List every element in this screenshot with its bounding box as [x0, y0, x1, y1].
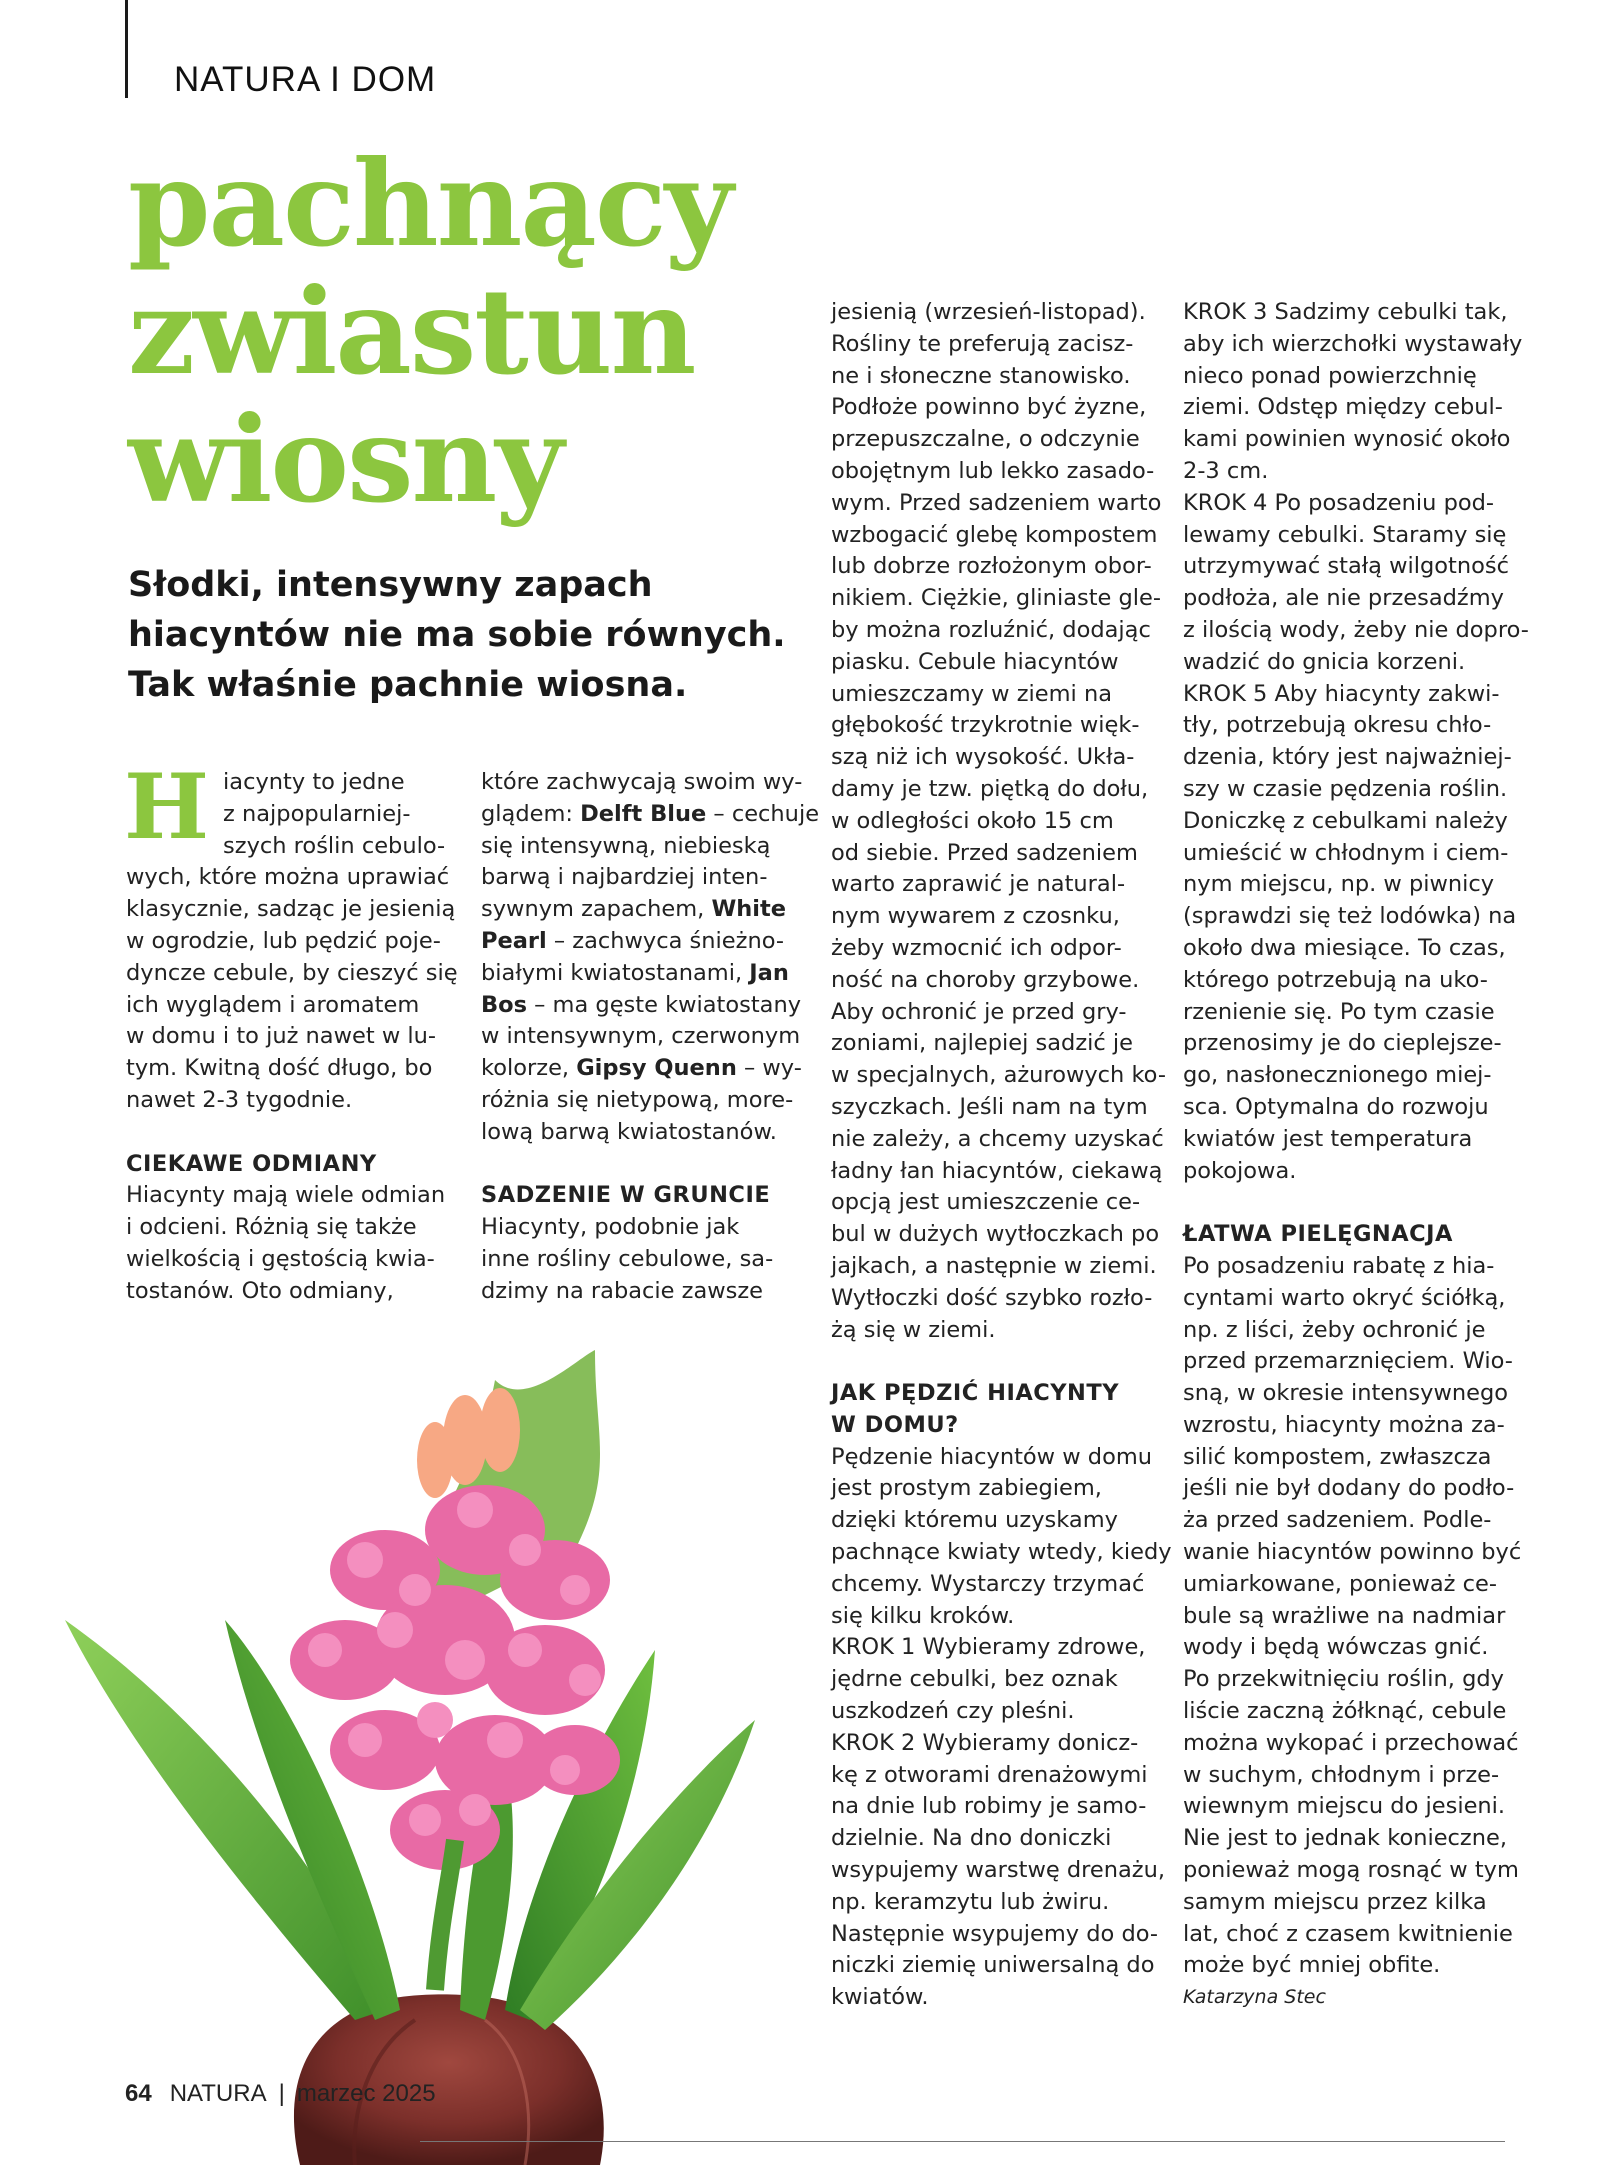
text-line: kę z otworami drenażowymi	[831, 1761, 1148, 1788]
variety-name: Delft Blue	[580, 800, 707, 827]
text-line: niczki ziemię uniwersalną do	[831, 1952, 1155, 1979]
text-line: sną, w okresie intensywnego	[1183, 1380, 1509, 1407]
text-span: sywnym zapachem,	[481, 896, 712, 923]
section-heading: ŁATWA PIELĘGNACJA	[1183, 1221, 1453, 1248]
lead-line: Tak właśnie pachnie wiosna.	[128, 665, 688, 705]
text-line: różnia się nietypową, more-	[481, 1086, 794, 1113]
variety-name: Bos	[481, 991, 527, 1018]
text-line: obojętnym lub lekko zasado-	[831, 457, 1155, 484]
text-line: od siebie. Przed sadzeniem	[831, 839, 1138, 866]
text-line: wanie hiacyntów powinno być	[1183, 1539, 1522, 1566]
text-line: umiarkowane, ponieważ ce-	[1183, 1570, 1497, 1597]
text-line: Podłoże powinno być żyzne,	[831, 394, 1147, 421]
text-line: KROK 1 Wybieramy zdrowe,	[831, 1634, 1146, 1661]
text-line: by można rozluźnić, dodając	[831, 616, 1151, 643]
section-rule	[125, 0, 128, 98]
text-line: KROK 5 Aby hiacynty zakwi-	[1183, 680, 1500, 707]
text-line: wsypujemy warstwę drenażu,	[831, 1857, 1165, 1884]
section-heading: CIEKAWE ODMIANY	[126, 1150, 377, 1177]
text-line: w domu i to już nawet w lu-	[126, 1023, 437, 1050]
text-line: żą się w ziemi.	[831, 1316, 996, 1343]
text-line: kwiatów.	[831, 1984, 929, 2011]
text-line: w ogrodzie, lub pędzić poje-	[126, 927, 441, 954]
text-span: – ma gęste kwiatostany	[527, 991, 802, 1018]
text-line: aby ich wierzchołki wystawały	[1183, 330, 1523, 357]
text-line	[481, 894, 801, 926]
lead-line: Słodki, intensywny zapach	[128, 565, 653, 605]
text-line: którego potrzebują na uko-	[1183, 966, 1488, 993]
text-line: które zachwycają swoim wy-	[481, 769, 803, 795]
text-line: bul w dużych wytłoczkach po	[831, 1221, 1160, 1248]
text-line: klasycznie, sadząc je jesienią	[126, 896, 456, 923]
issue-date: marzec 2025	[296, 2080, 436, 2107]
text-line: nym miejscu, np. w piwnicy	[1183, 871, 1495, 898]
text-line: kami powinien wynosić około	[1183, 426, 1511, 453]
text-line: w odległości około 15 cm	[831, 807, 1114, 834]
text-line: damy je tzw. piętką do dołu,	[831, 775, 1149, 802]
text-line: wych, które można uprawiać	[126, 864, 450, 891]
text-line: uszkodzeń czy pleśni.	[831, 1698, 1075, 1725]
text-line: tły, potrzebują okresu chło-	[1183, 712, 1492, 739]
text-line: się intensywną, niebieską	[481, 832, 771, 859]
title-line: zwiastun	[128, 262, 695, 401]
page-number: 64	[125, 2080, 152, 2107]
text-line: np. keramzytu lub żwiru.	[831, 1888, 1110, 1915]
text-line: Nie jest to jednak konieczne,	[1183, 1825, 1507, 1852]
text-line: ich wyglądem i aromatem	[126, 991, 420, 1018]
text-line: lub dobrze rozłożonym obor-	[831, 553, 1152, 580]
magazine-name: NATURA	[169, 2080, 267, 2107]
text-line: lat, choć z czasem kwitnienie	[1183, 1920, 1513, 1947]
text-line: lową barwą kwiatostanów.	[481, 1118, 777, 1145]
text-line: w intensywnym, czerwonym	[481, 1023, 801, 1050]
text-line: tostanów. Oto odmiany,	[126, 1277, 394, 1304]
text-line: Następnie wsypujemy do do-	[831, 1920, 1159, 1947]
text-line: podłoża, ale nie przesadźmy	[1183, 585, 1504, 612]
text-line	[481, 799, 820, 831]
text-line: samym miejscu przez kilka	[1183, 1888, 1487, 1915]
text-line: szą niż ich wysokość. Ukła-	[831, 744, 1135, 771]
text-line: się kilku kroków.	[831, 1602, 1015, 1629]
page-footer	[125, 2080, 436, 2108]
text-line: dzimy na rabacie zawsze	[481, 1277, 764, 1304]
text-line: umieszczamy w ziemi na	[831, 680, 1112, 707]
text-line: ża przed sadzeniem. Podle-	[1183, 1507, 1492, 1534]
text-line: żeby wzmocnić ich odpor-	[831, 934, 1122, 961]
text-line: szyczkach. Jeśli nam na tym	[831, 1093, 1148, 1120]
text-line: inne rośliny cebulowe, sa-	[481, 1245, 774, 1272]
column-4	[1183, 297, 1529, 2012]
text-line: KROK 4 Po posadzeniu pod-	[1183, 489, 1495, 516]
text-line: np. z liści, żeby ochronić je	[1183, 1316, 1486, 1343]
section-heading: W DOMU?	[831, 1411, 959, 1438]
text-line: ne i słoneczne stanowisko.	[831, 362, 1131, 389]
text-line: wadzić do gnicia korzeni.	[1183, 648, 1466, 675]
text-line: około dwa miesiące. To czas,	[1183, 934, 1506, 961]
text-line: z najpopularniej-	[223, 800, 411, 827]
text-line: opcją jest umieszczenie ce-	[831, 1189, 1141, 1216]
text-line: chcemy. Wystarczy trzymać	[831, 1570, 1145, 1597]
text-line: KROK 3 Sadzimy cebulki tak,	[1183, 299, 1508, 325]
column-1	[124, 754, 458, 1308]
text-line: Pędzenie hiacyntów w domu	[831, 1443, 1153, 1470]
text-line: go, nasłonecznionego miej-	[1183, 1062, 1492, 1089]
text-line: iacynty to jedne	[223, 769, 405, 795]
text-span: białymi kwiatostanami,	[481, 959, 750, 986]
footer-rule	[420, 2141, 1505, 2142]
text-line: nawet 2-3 tygodnie.	[126, 1086, 353, 1113]
text-line: Po przekwitnięciu roślin, gdy	[1183, 1666, 1504, 1693]
text-line: warto zaprawić je natural-	[831, 871, 1126, 898]
text-line: lewamy cebulki. Staramy się	[1183, 521, 1507, 548]
text-line: nikiem. Ciężkie, gliniaste gle-	[831, 585, 1162, 612]
author-signature: Katarzyna Stec	[1183, 1986, 1326, 2009]
text-line: dyncze cebule, by cieszyć się	[126, 959, 458, 986]
text-line: piasku. Cebule hiacyntów	[831, 648, 1119, 675]
text-line	[481, 990, 801, 1022]
text-span: – cechuje	[706, 800, 820, 827]
text-line: pokojowa.	[1183, 1157, 1297, 1184]
text-line: jesienią (wrzesień-listopad).	[831, 299, 1146, 325]
title-line: wiosny	[128, 390, 562, 529]
text-line: w suchym, chłodnym i prze-	[1183, 1761, 1500, 1788]
lead-paragraph	[128, 560, 808, 710]
variety-name: Pearl	[481, 927, 547, 954]
text-line: tym. Kwitną dość długo, bo	[126, 1055, 433, 1082]
variety-name: Jan	[749, 959, 789, 986]
text-line: umieścić w chłodnym i ciem-	[1183, 839, 1509, 866]
text-line: wzrostu, hiacynty można za-	[1183, 1411, 1505, 1438]
text-line: (sprawdzi się też lodówka) na	[1183, 903, 1517, 930]
text-line: ziemi. Odstęp między cebul-	[1183, 394, 1503, 421]
section-heading: JAK PĘDZIĆ HIACYNTY	[831, 1380, 1120, 1407]
text-line	[481, 1053, 801, 1085]
variety-name: White	[711, 896, 787, 923]
section-label: NATURA I DOM	[174, 60, 437, 99]
article-title	[128, 134, 928, 529]
text-line: z ilością wody, żeby nie dopro-	[1183, 616, 1529, 643]
text-line: silić kompostem, zwłaszcza	[1183, 1443, 1492, 1470]
text-line: Hiacynty mają wiele odmian	[126, 1182, 446, 1209]
text-line: głębokość trzykrotnie więk-	[831, 712, 1140, 739]
lead-line: hiacyntów nie ma sobie równych.	[128, 615, 786, 655]
text-line: rzenienie się. Po tym czasie	[1183, 998, 1495, 1025]
text-line: KROK 2 Wybieramy donicz-	[831, 1729, 1139, 1756]
text-line: przenosimy je do cieplejsze-	[1183, 1030, 1502, 1057]
text-line: cyntami warto okryć ściółką,	[1183, 1284, 1506, 1311]
text-line: ponieważ mogą rosnąć w tym	[1183, 1857, 1519, 1884]
text-line: barwą i najbardziej inten-	[481, 864, 768, 891]
text-line: przepuszczalne, o odczynie	[831, 426, 1140, 453]
text-line: ładny łan hiacyntów, ciekawą	[831, 1157, 1163, 1184]
text-line: 2-3 cm.	[1183, 457, 1269, 484]
text-line: Wytłoczki dość szybko rozło-	[831, 1284, 1153, 1311]
text-line: wym. Przed sadzeniem warto	[831, 489, 1162, 516]
text-span: glądem:	[481, 800, 581, 827]
text-line: wody i będą wówczas gnić.	[1183, 1634, 1489, 1661]
text-line: jajkach, a następnie w ziemi.	[831, 1252, 1157, 1279]
text-line: jędrne cebulki, bez oznak	[831, 1666, 1118, 1693]
text-line	[481, 926, 801, 958]
text-line	[481, 958, 801, 990]
text-line: zoniami, najlepiej sadzić je	[831, 1030, 1133, 1057]
hyacinth-image	[55, 1320, 775, 2165]
text-line: nym wywarem z czosnku,	[831, 903, 1120, 930]
text-line: dzielnie. Na dno doniczki	[831, 1825, 1112, 1852]
text-line: wzbogacić glebę kompostem	[831, 521, 1158, 548]
text-line: nie zależy, a chcemy uzyskać	[831, 1125, 1164, 1152]
text-line: może być mniej obfite.	[1183, 1952, 1441, 1979]
text-line: szych roślin cebulo-	[223, 832, 446, 859]
text-line: dzenia, który jest najważniej-	[1183, 744, 1512, 771]
text-line: przed przemarznięciem. Wio-	[1183, 1348, 1513, 1375]
text-line: liście zaczną żółknąć, cebule	[1183, 1698, 1507, 1725]
text-span: kolorze,	[481, 1055, 577, 1082]
text-line: sca. Optymalna do rozwoju	[1183, 1093, 1489, 1120]
footer-separator: |	[278, 2080, 285, 2107]
text-line: Po posadzeniu rabatę z hia-	[1183, 1252, 1495, 1279]
text-line: w specjalnych, ażurowych ko-	[831, 1062, 1166, 1089]
column-3	[831, 297, 1171, 2014]
text-line: Doniczkę z cebulkami należy	[1183, 807, 1508, 834]
title-line: pachnący	[128, 134, 732, 273]
text-line: utrzymywać stałą wilgotność	[1183, 553, 1509, 580]
text-span: – wy-	[736, 1055, 802, 1082]
text-line: dzięki któremu uzyskamy	[831, 1507, 1118, 1534]
text-line: Aby ochronić je przed gry-	[831, 998, 1127, 1025]
text-line: ność na choroby grzybowe.	[831, 966, 1140, 993]
text-span: – zachwyca śnieżno-	[546, 927, 785, 954]
text-line: i odcieni. Różnią się także	[126, 1214, 417, 1241]
drop-cap: H	[124, 754, 210, 860]
text-line: jeśli nie był dodany do podło-	[1183, 1475, 1515, 1502]
text-line: można wykopać i przechować	[1183, 1729, 1519, 1756]
text-line: pachnące kwiaty wtedy, kiedy	[831, 1539, 1172, 1566]
column-2	[481, 767, 820, 1308]
text-line: bule są wrażliwe na nadmiar	[1183, 1602, 1506, 1629]
text-line: jest prostym zabiegiem,	[831, 1475, 1102, 1502]
text-line: wielkością i gęstością kwia-	[126, 1245, 435, 1272]
variety-name: Gipsy Quenn	[576, 1055, 737, 1082]
text-line: wiewnym miejscu do jesieni.	[1183, 1793, 1506, 1820]
text-line: na dnie lub robimy je samo-	[831, 1793, 1147, 1820]
text-line: Hiacynty, podobnie jak	[481, 1214, 740, 1241]
text-line: kwiatów jest temperatura	[1183, 1125, 1473, 1152]
text-line: szy w czasie pędzenia roślin.	[1183, 775, 1508, 802]
text-line: nieco ponad powierzchnię	[1183, 362, 1477, 389]
section-heading: SADZENIE W GRUNCIE	[481, 1182, 771, 1209]
text-line: Rośliny te preferują zacisz-	[831, 330, 1134, 357]
